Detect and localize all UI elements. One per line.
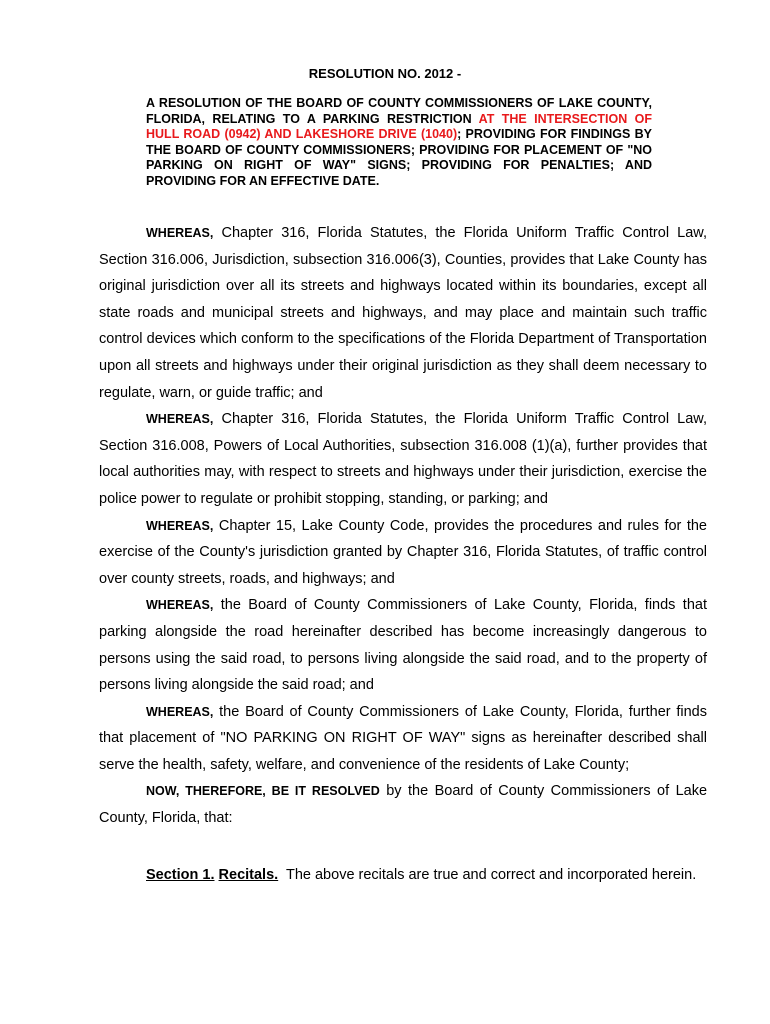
- caption-highlight: AT THE INTERSECTION OF HULL ROAD (0942) AND LAKESHORE DRIVE (1040): [146, 111, 652, 142]
- caption-text-continued: ; PROVIDING FOR FINDINGS BY THE BOARD OF COUNTY COMMISSIONERS; PROVIDING FOR PLACEMENT OF "NO PARKING ON RIGHT OF WAY" SIGNS; PROVIDING FOR PENALTIES; AND PROVIDING FOR AN EFFECTIVE DATE.: [146, 127, 652, 188]
- section-number: Section 1.: [146, 867, 215, 883]
- paragraph-text: by the Board of County Commissioners of Lake County, Florida, that:: [99, 783, 708, 827]
- resolution-caption: [146, 96, 652, 190]
- paragraph-text: the Board of County Commissioners of Lake County, Florida, further finds that placement of "NO PARKING ON RIGHT OF WAY" signs as hereinafter described shall serve the health, safety, welfare, and convenience of the residents of Lake County;: [99, 703, 707, 773]
- resolution-title: RESOLUTION NO. 2012 -: [308, 66, 462, 81]
- section-text: The above recitals are true and correct and incorporated herein.: [278, 867, 697, 883]
- paragraph-text: Chapter 15, Lake County Code, provides the procedures and rules for the exercise of the County's jurisdiction granted by Chapter 316, Florida Statutes, of traffic control over county streets, roads, and highways; and: [99, 517, 707, 587]
- whereas-paragraph-3: [99, 513, 707, 593]
- paragraph-text: the Board of County Commissioners of Lake County, Florida, finds that parking alongside the road hereinafter described has become increasingly dangerous to persons using the said road, to persons living alongside the said road, and to the property of persons living alongside the said road; and: [99, 597, 707, 694]
- paragraph-lead: WHEREAS,: [146, 518, 214, 533]
- paragraph-lead: WHEREAS,: [146, 412, 214, 427]
- paragraph-lead: WHEREAS,: [146, 598, 214, 613]
- whereas-paragraph-5: [99, 699, 707, 779]
- paragraph-text: Chapter 316, Florida Statutes, the Florida Uniform Traffic Control Law, Section 316.008, Powers of Local Authorities, subsection 316.008 (1)(a), further provides that local authorities may, with respect to streets and highways under their jurisdiction, exercise the police power to regulate or prohibit stopping, standing, or parking; and: [99, 411, 707, 507]
- caption-text: A RESOLUTION OF THE BOARD OF COUNTY COMMISSIONERS OF LAKE COUNTY, FLORIDA, RELATING TO A PARKING RESTRICTION: [146, 96, 652, 126]
- whereas-paragraph-1: [99, 220, 707, 406]
- paragraph-lead: WHEREAS,: [146, 704, 214, 719]
- whereas-paragraph-4: [99, 592, 707, 698]
- paragraph-text: Chapter 316, Florida Statutes, the Florida Uniform Traffic Control Law, Section 316.006, Jurisdiction, subsection 316.006(3), Counties, provides that Lake County has original jurisdiction over all its streets and highways located within its boundaries, except all state roads and municipal streets and highways, and may place and maintain such traffic control devices which conform to the specifications of the Florida Department of Transportation upon all streets and highways under their original jurisdiction as they shall deem necessary to regulate, warn, or guide traffic; and: [99, 225, 707, 401]
- paragraph-lead: WHEREAS,: [146, 226, 214, 240]
- whereas-paragraph-2: [99, 406, 707, 512]
- section-heading: Recitals.: [218, 867, 279, 883]
- resolved-paragraph: [99, 778, 707, 831]
- resolution-body: [99, 220, 707, 832]
- paragraph-lead: NOW, THEREFORE, BE IT RESOLVED: [146, 784, 380, 799]
- section-1: [146, 865, 706, 885]
